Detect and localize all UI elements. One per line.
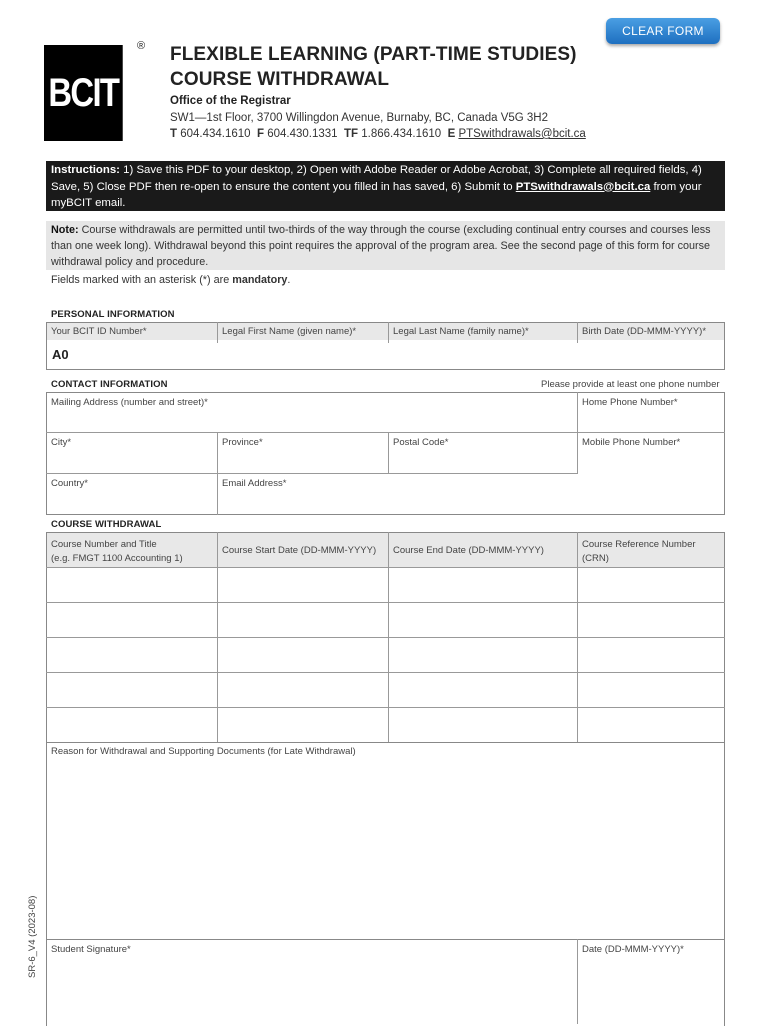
- course-row-1-end[interactable]: [389, 568, 577, 602]
- reason-input[interactable]: [47, 760, 724, 938]
- course-withdrawal-heading: COURSE WITHDRAWAL: [51, 519, 162, 530]
- postal-code-input[interactable]: [389, 450, 577, 472]
- reason-label: Reason for Withdrawal and Supporting Documents (for Late Withdrawal): [51, 746, 356, 757]
- office-name: Office of the Registrar: [170, 95, 291, 107]
- title-line-1: FLEXIBLE LEARNING (PART-TIME STUDIES): [170, 44, 577, 65]
- last-name-input[interactable]: [389, 342, 577, 368]
- province-label: Province*: [222, 437, 263, 448]
- course-row-2-end[interactable]: [389, 603, 577, 637]
- home-phone-label: Home Phone Number*: [582, 397, 678, 408]
- course-row-5-start[interactable]: [218, 708, 388, 742]
- mobile-phone-input[interactable]: [578, 450, 724, 472]
- bcit-logo: [44, 45, 123, 141]
- personal-info-heading: PERSONAL INFORMATION: [51, 309, 175, 320]
- office-address: SW1—1st Floor, 3700 Willingdon Avenue, Burnaby, BC, Canada V5G 3H2: [170, 112, 549, 124]
- course-row-3-crn[interactable]: [578, 638, 724, 672]
- email-address-input[interactable]: [218, 491, 724, 514]
- bcit-id-input[interactable]: A0: [52, 347, 69, 362]
- phone-note: Please provide at least one phone number: [541, 379, 720, 390]
- home-phone-input[interactable]: [578, 410, 724, 432]
- mandatory-fields-note: Fields marked with an asterisk (*) are mandatory.: [51, 274, 291, 286]
- course-row-4-title[interactable]: [47, 673, 217, 707]
- mailing-address-label: Mailing Address (number and street)*: [51, 397, 208, 408]
- last-name-label: Legal Last Name (family name)*: [393, 326, 529, 337]
- course-row-1-title[interactable]: [47, 568, 217, 602]
- instructions-email-link[interactable]: PTSwithdrawals@bcit.ca: [515, 180, 651, 193]
- first-name-label: Legal First Name (given name)*: [222, 326, 357, 337]
- note-box: Note: Course withdrawals are permitted until two-thirds of the way through the course (excluding continual entry courses and courses less than one week long). Withdrawal beyond this point requires the approval of the program area. See the second page of this form for course withdrawal policy and procedure.: [46, 221, 725, 270]
- crn-header: Course Reference Number (CRN): [582, 539, 696, 564]
- city-input[interactable]: [47, 450, 217, 472]
- course-row-1-crn[interactable]: [578, 568, 724, 602]
- title-line-2: COURSE WITHDRAWAL: [170, 69, 390, 90]
- course-row-3-end[interactable]: [389, 638, 577, 672]
- office-contact: T 604.434.1610 F 604.430.1331 TF 1.866.434.1610 E PTSwithdrawals@bcit.ca: [170, 128, 586, 140]
- course-row-5-crn[interactable]: [578, 708, 724, 742]
- contact-info-heading: CONTACT INFORMATION: [51, 379, 168, 390]
- first-name-input[interactable]: [218, 342, 388, 368]
- country-label: Country*: [51, 478, 88, 489]
- course-end-header: Course End Date (DD-MMM-YYYY): [393, 545, 544, 556]
- birth-date-input[interactable]: [578, 342, 724, 368]
- course-start-header: Course Start Date (DD-MMM-YYYY): [222, 545, 377, 556]
- form-code: SR-6_V4 (2023-08): [27, 895, 38, 978]
- clear-form-button[interactable]: CLEAR FORM: [606, 18, 720, 44]
- course-row-2-title[interactable]: [47, 603, 217, 637]
- course-row-5-end[interactable]: [389, 708, 577, 742]
- course-row-2-start[interactable]: [218, 603, 388, 637]
- course-row-5-title[interactable]: [47, 708, 217, 742]
- course-row-4-end[interactable]: [389, 673, 577, 707]
- logo-text: BCIT: [48, 70, 119, 115]
- instructions-box: Instructions: 1) Save this PDF to your desktop, 2) Open with Adobe Reader or Adobe Acrobat, 3) Complete all required fields, 4) Save, 5) Close PDF then re-open to ensure the content you filled in has saved, 6) Submit to PTSwithdrawals@bcit.ca from your myBCIT email.: [46, 161, 725, 211]
- course-row-3-start[interactable]: [218, 638, 388, 672]
- province-input[interactable]: [218, 450, 388, 472]
- course-number-header: Course Number and Title (e.g. FMGT 1100 Accounting 1): [51, 539, 183, 564]
- date-input[interactable]: [578, 958, 724, 1022]
- course-row-4-start[interactable]: [218, 673, 388, 707]
- mobile-phone-label: Mobile Phone Number*: [582, 437, 681, 448]
- course-row-4-crn[interactable]: [578, 673, 724, 707]
- postal-code-label: Postal Code*: [393, 437, 449, 448]
- birth-date-label: Birth Date (DD-MMM-YYYY)*: [582, 326, 707, 337]
- registered-mark: ®: [137, 40, 146, 52]
- country-input[interactable]: [47, 491, 217, 514]
- page-title: [170, 42, 577, 92]
- course-row-3-title[interactable]: [47, 638, 217, 672]
- signature-label: Student Signature*: [51, 944, 131, 955]
- mailing-address-input[interactable]: [47, 410, 577, 432]
- city-label: City*: [51, 437, 72, 448]
- registrar-email-link[interactable]: PTSwithdrawals@bcit.ca: [458, 128, 586, 140]
- signature-input[interactable]: [47, 958, 577, 1022]
- date-label: Date (DD-MMM-YYYY)*: [582, 944, 684, 955]
- course-row-1-start[interactable]: [218, 568, 388, 602]
- bcit-id-label: Your BCIT ID Number*: [51, 326, 147, 337]
- email-address-label: Email Address*: [222, 478, 287, 489]
- course-row-2-crn[interactable]: [578, 603, 724, 637]
